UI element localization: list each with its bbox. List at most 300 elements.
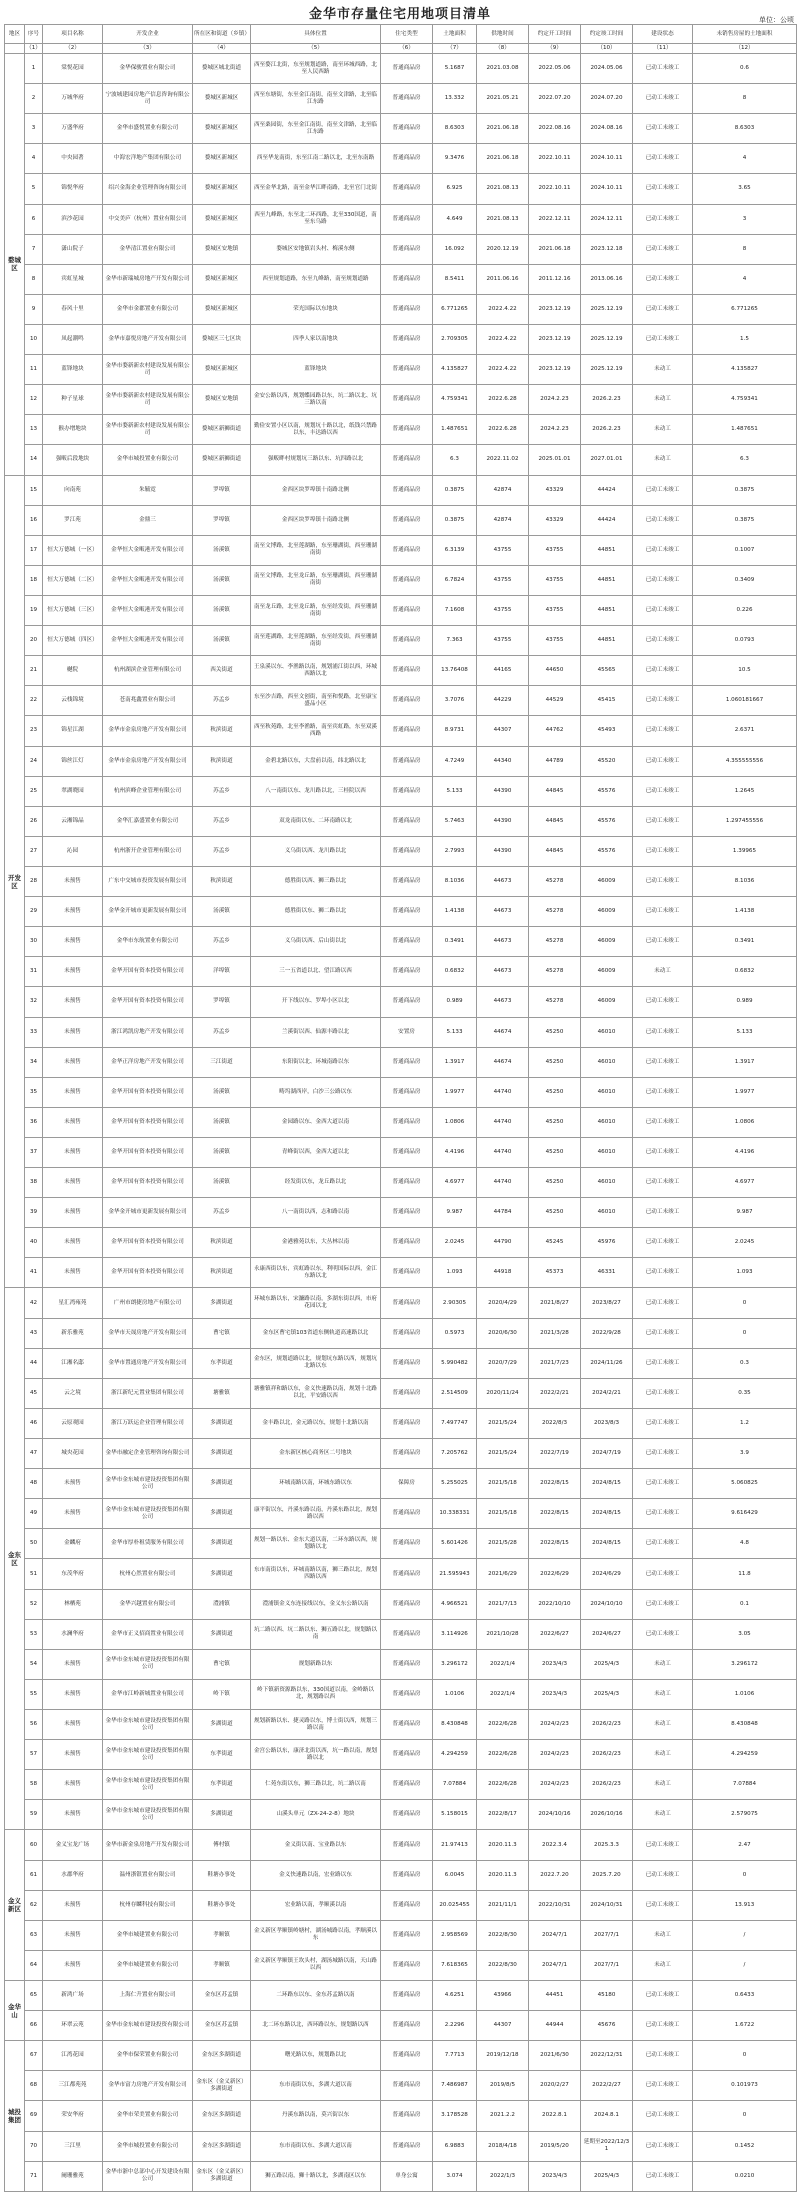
table-cell: 金华开国有资本投资有限公司 (103, 1107, 193, 1137)
table-cell: 已动工未竣工 (633, 1830, 693, 1860)
table-cell: 汤溪镇 (193, 1137, 251, 1167)
table-cell: 广东中交城市投资发展有限公司 (103, 866, 193, 896)
table-row (5, 1198, 797, 1228)
table-cell: 秋滨街道 (193, 746, 251, 776)
table-cell: 苏孟乡 (193, 806, 251, 836)
table-cell: 8.1036 (693, 866, 797, 896)
column-number: （10） (581, 44, 633, 54)
table-cell: 金华市城建置业有限公司 (103, 1950, 193, 1980)
table-cell: 塘雅镇 (193, 1378, 251, 1408)
table-row (5, 2041, 797, 2071)
column-header: 建设状态 (633, 25, 693, 44)
table-cell: 2026.2.23 (581, 415, 633, 445)
table-cell: 金华恒大金畈港开发有限公司 (103, 626, 193, 656)
table-cell: 普通商品房 (381, 114, 433, 144)
table-cell: 未动工 (633, 1679, 693, 1709)
table-cell: 29 (25, 897, 43, 927)
table-cell: 杭州存麟科技有限公司 (103, 1890, 193, 1920)
table-cell: 2023/4/3 (529, 1679, 581, 1709)
table-row (5, 1439, 797, 1469)
table-cell: 43755 (477, 565, 529, 595)
table-cell: 2026.2.23 (581, 385, 633, 415)
table-cell: 汤溪镇 (193, 897, 251, 927)
table-cell: 三江街道 (193, 1047, 251, 1077)
table-cell: 43 (25, 1318, 43, 1348)
table-cell: 1.5 (693, 324, 797, 354)
table-cell: 22 (25, 686, 43, 716)
table-cell: 2022.6.28 (477, 385, 529, 415)
table-cell: 东孝街道 (193, 1770, 251, 1800)
table-cell: 金东区（金义新区）多湖街道 (193, 2161, 251, 2191)
table-cell: 云原观园 (43, 1408, 103, 1438)
table-cell: 63 (25, 1920, 43, 1950)
table-cell: 7.07884 (433, 1770, 477, 1800)
table-cell: 44740 (477, 1168, 529, 1198)
table-cell: 曹宅镇 (193, 1318, 251, 1348)
table-cell: 普通商品房 (381, 686, 433, 716)
table-cell: 1.093 (693, 1258, 797, 1288)
table-cell: 52 (25, 1589, 43, 1619)
table-cell: 普通商品房 (381, 776, 433, 806)
table-cell: 21.595943 (433, 1559, 477, 1589)
table-cell: 婺城区新狮街道 (193, 415, 251, 445)
table-cell: 2021/11/1 (477, 1890, 529, 1920)
table-row (5, 1860, 797, 1890)
table-cell: 澧浦镇 (193, 1589, 251, 1619)
table-cell: 金华市婺新新农村建设发展有限公司 (103, 415, 193, 445)
table-cell: 21.97413 (433, 1830, 477, 1860)
table-cell: 普通商品房 (381, 1920, 433, 1950)
table-cell: 普通商品房 (381, 1107, 433, 1137)
table-cell: 2022.4.22 (477, 294, 529, 324)
table-cell: 婺城区安地镇 (193, 385, 251, 415)
table-cell: 31 (25, 957, 43, 987)
table-cell: 保障房 (381, 1469, 433, 1499)
table-cell: 未预售 (43, 1077, 103, 1107)
table-cell: 坑二路以西、坑二路以东、狮五路以北，规划路以南 (251, 1619, 381, 1649)
table-cell: 义乌街以西、后山街以北 (251, 927, 381, 957)
table-cell: 未动工 (633, 1800, 693, 1830)
table-cell: 普通商品房 (381, 1198, 433, 1228)
table-cell: 0.226 (693, 595, 797, 625)
table-row (5, 1770, 797, 1800)
table-cell: 1.487651 (693, 415, 797, 445)
table-cell: 荣光国际以东地块 (251, 294, 381, 324)
table-cell: 普通商品房 (381, 355, 433, 385)
table-cell: 江湘名邸 (43, 1348, 103, 1378)
table-cell: 凤起潮鸣 (43, 324, 103, 354)
table-cell: 44674 (477, 1017, 529, 1047)
table-row (5, 1559, 797, 1589)
table-cell: 普通商品房 (381, 716, 433, 746)
table-cell: 8 (25, 264, 43, 294)
table-cell: 0 (693, 1318, 797, 1348)
table-cell: 42 (25, 1288, 43, 1318)
table-row (5, 204, 797, 234)
table-cell: 43755 (477, 595, 529, 625)
table-cell: 19 (25, 595, 43, 625)
table-cell: 0 (693, 2041, 797, 2071)
table-cell: 金华金开城市更新发展有限公司 (103, 897, 193, 927)
table-cell: 鞋塘办事处 (193, 1860, 251, 1890)
table-cell: 2022/6/28 (477, 1770, 529, 1800)
table-cell: 普通商品房 (381, 475, 433, 505)
table-cell: 已动工未竣工 (633, 1981, 693, 2011)
district-cell: 婺城区 (5, 54, 25, 476)
table-row (5, 866, 797, 896)
table-cell: 2022/2/21 (529, 1378, 581, 1408)
table-cell: 2025.12.19 (581, 294, 633, 324)
table-cell: 1.4138 (693, 897, 797, 927)
table-cell: 金华市婺新新农村建设发展有限公司 (103, 385, 193, 415)
table-cell: 3.296172 (693, 1649, 797, 1679)
table-cell: 11.8 (693, 1559, 797, 1589)
table-cell: 10 (25, 324, 43, 354)
table-cell: 已动工未竣工 (633, 1860, 693, 1890)
table-cell: 东至沙吉路，西至文创街，南至和悦路，北至康宝盛品小区 (251, 686, 381, 716)
table-cell: 8.1036 (433, 866, 477, 896)
table-cell: 1.3917 (433, 1047, 477, 1077)
table-cell: 0.6 (693, 54, 797, 84)
table-cell: 中交美庐（杭州）置业有限公司 (103, 204, 193, 234)
table-cell: 婺城区安地镇 (193, 234, 251, 264)
table-cell: 普通商品房 (381, 1800, 433, 1830)
table-cell: 71 (25, 2161, 43, 2191)
table-cell: 6 (25, 204, 43, 234)
table-cell: 普通商品房 (381, 1770, 433, 1800)
table-cell: 已动工未竣工 (633, 2041, 693, 2071)
table-row (5, 234, 797, 264)
table-cell: 未预售 (43, 1770, 103, 1800)
table-cell: 5.601426 (433, 1529, 477, 1559)
table-cell: 普通商品房 (381, 927, 433, 957)
table-cell: 0.0793 (693, 626, 797, 656)
table-cell: 1 (25, 54, 43, 84)
table-cell: 樾院 (43, 656, 103, 686)
table-cell: 2022/8/3 (529, 1408, 581, 1438)
table-cell: 45278 (529, 957, 581, 987)
table-cell: 3.074 (433, 2161, 477, 2191)
table-row (5, 626, 797, 656)
table-cell: 57 (25, 1740, 43, 1770)
table-cell: 2024/2/23 (529, 1710, 581, 1740)
table-cell: 多湖街道 (193, 1469, 251, 1499)
table-cell: 金麟府 (43, 1529, 103, 1559)
table-cell: 星汇湾雍苑 (43, 1288, 103, 1318)
table-cell: 婺城区新城区 (193, 174, 251, 204)
table-cell: 2022/2/27 (581, 2071, 633, 2101)
table-cell: 未动工 (633, 1649, 693, 1679)
table-cell: 金华汇嘉盛置业有限公司 (103, 806, 193, 836)
table-cell: 普通商品房 (381, 1529, 433, 1559)
table-cell: 多湖街道 (193, 1529, 251, 1559)
table-cell: 金华兴越置业有限公司 (103, 1589, 193, 1619)
table-cell: 已动工未竣工 (633, 2101, 693, 2131)
table-cell: 44307 (477, 716, 529, 746)
table-cell: 林栖苑 (43, 1589, 103, 1619)
table-cell: 婺城区新城区 (193, 264, 251, 294)
table-cell: 未动工 (633, 415, 693, 445)
table-cell: 已动工未竣工 (633, 234, 693, 264)
table-row (5, 1378, 797, 1408)
table-cell: 18 (25, 565, 43, 595)
table-cell: 16 (25, 505, 43, 535)
table-cell: 0.989 (693, 987, 797, 1017)
table-cell: 5.133 (433, 1017, 477, 1047)
table-cell: 2021/7/13 (477, 1589, 529, 1619)
table-cell: 苍南兆鑫置业有限公司 (103, 686, 193, 716)
table-cell: 金华开国有资本投资有限公司 (103, 1258, 193, 1288)
table-cell: 金华市东航置业有限公司 (103, 927, 193, 957)
table-cell: 45278 (529, 866, 581, 896)
table-row (5, 2161, 797, 2191)
table-cell: 已动工未竣工 (633, 987, 693, 1017)
table-cell: 已动工未竣工 (633, 1378, 693, 1408)
table-cell: 水郡华府 (43, 1860, 103, 1890)
table-cell: 金园路以东、金西大道以南 (251, 1107, 381, 1137)
table-cell: 已动工未竣工 (633, 1318, 693, 1348)
table-cell: 2026/2/23 (581, 1770, 633, 1800)
table-row (5, 84, 797, 114)
table-cell: 7.07884 (693, 1770, 797, 1800)
table-cell: 金鼎三 (103, 505, 193, 535)
table-cell: 金华市金东城市建设投资集团有限公司 (103, 1499, 193, 1529)
table-row (5, 957, 797, 987)
table-cell: 澧浦镇金义东连接线以东，金义东公路以南 (251, 1589, 381, 1619)
table-cell: 杭州湖滨企业管理有限公司 (103, 656, 193, 686)
table-cell: 双龙南街以东、二环南路以北 (251, 806, 381, 836)
table-cell: 沁园 (43, 836, 103, 866)
table-cell: 丹溪东路以南，莫兴街以东 (251, 2101, 381, 2131)
table-cell: 普通商品房 (381, 1649, 433, 1679)
table-cell: 金义新区孝顺镇王坎头村，湖汤城路以南，天山路以西 (251, 1950, 381, 1980)
table-cell: 9.616429 (693, 1499, 797, 1529)
table-cell: 多湖街道 (193, 1559, 251, 1589)
table-cell: 58 (25, 1770, 43, 1800)
table-cell: 未预售 (43, 1228, 103, 1258)
table-cell: 2021/3/28 (529, 1318, 581, 1348)
table-cell: 44673 (477, 897, 529, 927)
table-cell: 苏孟乡 (193, 1017, 251, 1047)
table-row (5, 1107, 797, 1137)
table-cell: 二环路东以东、金东苏孟路以南 (251, 1981, 381, 2011)
table-cell: 2022/7/19 (529, 1439, 581, 1469)
table-cell: 2011.12.16 (529, 264, 581, 294)
table-cell: 东市南街以东、多湖大道以南 (251, 2131, 381, 2161)
table-cell: 7 (25, 234, 43, 264)
table-cell: 27 (25, 836, 43, 866)
table-cell: 2023.12.19 (529, 324, 581, 354)
table-cell: 2025.3.3 (581, 1830, 633, 1860)
table-cell: 普通商品房 (381, 1679, 433, 1709)
table-cell: 2022.3.4 (529, 1830, 581, 1860)
table-cell: 金华市新瑞城房地产开发有限公司 (103, 264, 193, 294)
table-cell: 5.1687 (433, 54, 477, 84)
table-cell: 44740 (477, 1137, 529, 1167)
table-cell: 44650 (529, 656, 581, 686)
table-cell: 婺城区新城区 (193, 144, 251, 174)
table-cell: 2023/8/3 (581, 1408, 633, 1438)
table-cell: 普通商品房 (381, 806, 433, 836)
table-cell: 上海仁升置业有限公司 (103, 1981, 193, 2011)
table-cell: 13 (25, 415, 43, 445)
table-cell: 2.90305 (433, 1288, 477, 1318)
table-cell: 已动工未竣工 (633, 294, 693, 324)
table-cell: 普通商品房 (381, 2071, 433, 2101)
table-cell: 4.294259 (433, 1740, 477, 1770)
table-cell: 67 (25, 2041, 43, 2071)
table-cell: 49 (25, 1499, 43, 1529)
table-cell: 未预售 (43, 1740, 103, 1770)
table-cell: 苏孟乡 (193, 927, 251, 957)
table-cell: 2022.4.22 (477, 355, 529, 385)
table-cell: 中海宏洋地产集团有限公司 (103, 144, 193, 174)
table-cell: 普通商品房 (381, 84, 433, 114)
table-cell: 2022/6/29 (529, 1559, 581, 1589)
table-cell: 1.297455556 (693, 806, 797, 836)
column-header: 土地面积 (433, 25, 477, 44)
table-cell: 2024/10/16 (529, 1800, 581, 1830)
table-cell: 2023.12.18 (581, 234, 633, 264)
table-cell: 1.2 (693, 1408, 797, 1438)
table-cell: 42874 (477, 475, 529, 505)
table-row (5, 565, 797, 595)
table-cell: 杭州滨峰企业管理有限公司 (103, 776, 193, 806)
table-row (5, 1950, 797, 1980)
table-cell: 2023/4/3 (529, 2161, 581, 2191)
table-cell: 普通商品房 (381, 897, 433, 927)
table-cell: 汤溪镇 (193, 1107, 251, 1137)
table-cell: 44451 (529, 1981, 581, 2011)
table-cell: 7.497747 (433, 1408, 477, 1438)
table-cell: 汤溪镇 (193, 626, 251, 656)
table-cell: 6.925 (433, 174, 477, 204)
table-cell: 68 (25, 2071, 43, 2101)
table-cell: 安置房 (381, 1017, 433, 1047)
table-row (5, 415, 797, 445)
table-cell: 金东区曹宅镇103省道东侧轨道高速路以北 (251, 1318, 381, 1348)
table-cell: 普通商品房 (381, 1830, 433, 1860)
table-cell: 经发街以东，龙丘路以北 (251, 1168, 381, 1198)
table-cell: 强畈畔村规划坑三路以东、坑四路以北 (251, 445, 381, 475)
table-cell: 普通商品房 (381, 1378, 433, 1408)
header-number-row (5, 44, 797, 54)
table-cell: 3.178528 (433, 2101, 477, 2131)
table-cell: 26 (25, 806, 43, 836)
table-cell: 6.9883 (433, 2131, 477, 2161)
table-cell: 46010 (581, 1137, 633, 1167)
table-cell: 已动工未竣工 (633, 2161, 693, 2191)
table-cell: 已动工未竣工 (633, 595, 693, 625)
table-cell: 0 (693, 1288, 797, 1318)
table-cell: 已动工未竣工 (633, 1047, 693, 1077)
table-cell: 2021/8/27 (529, 1288, 581, 1318)
table-cell: 44390 (477, 776, 529, 806)
table-cell: 金华市富力房地产开发有限公司 (103, 2071, 193, 2101)
table-cell: 3.65 (693, 174, 797, 204)
table-cell: 25 (25, 776, 43, 806)
table-cell: 兰溪街以西、仙源丰路以北 (251, 1017, 381, 1047)
table-row (5, 1740, 797, 1770)
table-cell: 2021.06.18 (477, 114, 529, 144)
table-cell: 45576 (581, 806, 633, 836)
table-cell: 4.7249 (433, 746, 477, 776)
table-cell: 金华市婺新新农村建设发展有限公司 (103, 355, 193, 385)
table-cell: 未预售 (43, 1258, 103, 1288)
table-row (5, 806, 797, 836)
table-cell: 多湖街道 (193, 1499, 251, 1529)
table-cell: 2021/6/29 (477, 1559, 529, 1589)
table-cell: 2020.11.3 (477, 1860, 529, 1890)
table-cell: 已动工未竣工 (633, 1258, 693, 1288)
table-cell: 德胜街以东、狮二路以北 (251, 897, 381, 927)
table-cell: 苏孟乡 (193, 776, 251, 806)
table-cell: 2024/10/10 (581, 1589, 633, 1619)
table-cell: 岭下镇 (193, 1679, 251, 1709)
table-cell: 康平街以东，丹溪东路以南，丹溪东路以北，规划路以西 (251, 1499, 381, 1529)
table-cell: 未动工 (633, 1920, 693, 1950)
table-cell: 2022/8/15 (529, 1499, 581, 1529)
table-cell: 西至桑园街，东至金江南街，南至文津路，北至临江东路 (251, 114, 381, 144)
table-cell: 2013.06.16 (581, 264, 633, 294)
table-cell: 0.1452 (693, 2131, 797, 2161)
table-cell: 金华开国有资本投资有限公司 (103, 1168, 193, 1198)
table-cell: 已动工未竣工 (633, 1439, 693, 1469)
table-cell: 2024.05.06 (581, 54, 633, 84)
table-cell: 规划新路以东、捷灵路以东，博士街以西，规划三路以南 (251, 1710, 381, 1740)
table-cell: 未动工 (633, 1950, 693, 1980)
table-cell: 55 (25, 1679, 43, 1709)
table-cell: 44845 (529, 836, 581, 866)
table-cell: 金宫公路以东，康济北街以西，坑一路以南，规划路以北 (251, 1740, 381, 1770)
table-cell: 53 (25, 1619, 43, 1649)
table-cell: 4.135827 (693, 355, 797, 385)
table-cell: 44673 (477, 927, 529, 957)
table-cell: 50 (25, 1529, 43, 1559)
table-cell: 2024.08.16 (581, 114, 633, 144)
table-row (5, 1168, 797, 1198)
table-cell: 金华市置通房地产开发有限公司 (103, 1348, 193, 1378)
district-cell: 金义新区 (5, 1830, 25, 1981)
table-cell: 2026/2/23 (581, 1740, 633, 1770)
table-cell: 43755 (529, 535, 581, 565)
table-cell: 44851 (581, 565, 633, 595)
table-cell: 2024.07.20 (581, 84, 633, 114)
table-cell: 云湘锦晶 (43, 806, 103, 836)
table-row (5, 2011, 797, 2041)
table-cell: 普通商品房 (381, 656, 433, 686)
column-header: 地区 (5, 25, 25, 44)
table-cell: 金碧北路以东，大盘前以南，纬北路以北 (251, 746, 381, 776)
table-cell: 0.3409 (693, 565, 797, 595)
table-cell: 金华市厚朴租赁服务有限公司 (103, 1529, 193, 1559)
table-cell: 金华市嘉悦房地产开发有限公司 (103, 324, 193, 354)
table-cell: 0.6433 (693, 1981, 797, 2011)
page-title: 金华市存量住宅用地项目清单 (308, 7, 491, 22)
table-cell: 普通商品房 (381, 1950, 433, 1980)
table-cell: 西至华龙南街，东至江南二路以北，北至东南路 (251, 144, 381, 174)
table-cell: 8.9731 (433, 716, 477, 746)
table-cell: 山溪头单元（ZX-24-2-8）地块 (251, 1800, 381, 1830)
table-cell: / (693, 1920, 797, 1950)
table-cell: 鞋塘办事处 (193, 1890, 251, 1920)
header-row (5, 25, 797, 44)
table-cell: 45250 (529, 1107, 581, 1137)
table-cell: 普通商品房 (381, 1288, 433, 1318)
table-cell: 35 (25, 1077, 43, 1107)
table-cell: 7.1608 (433, 595, 477, 625)
table-cell: 2022.4.22 (477, 324, 529, 354)
